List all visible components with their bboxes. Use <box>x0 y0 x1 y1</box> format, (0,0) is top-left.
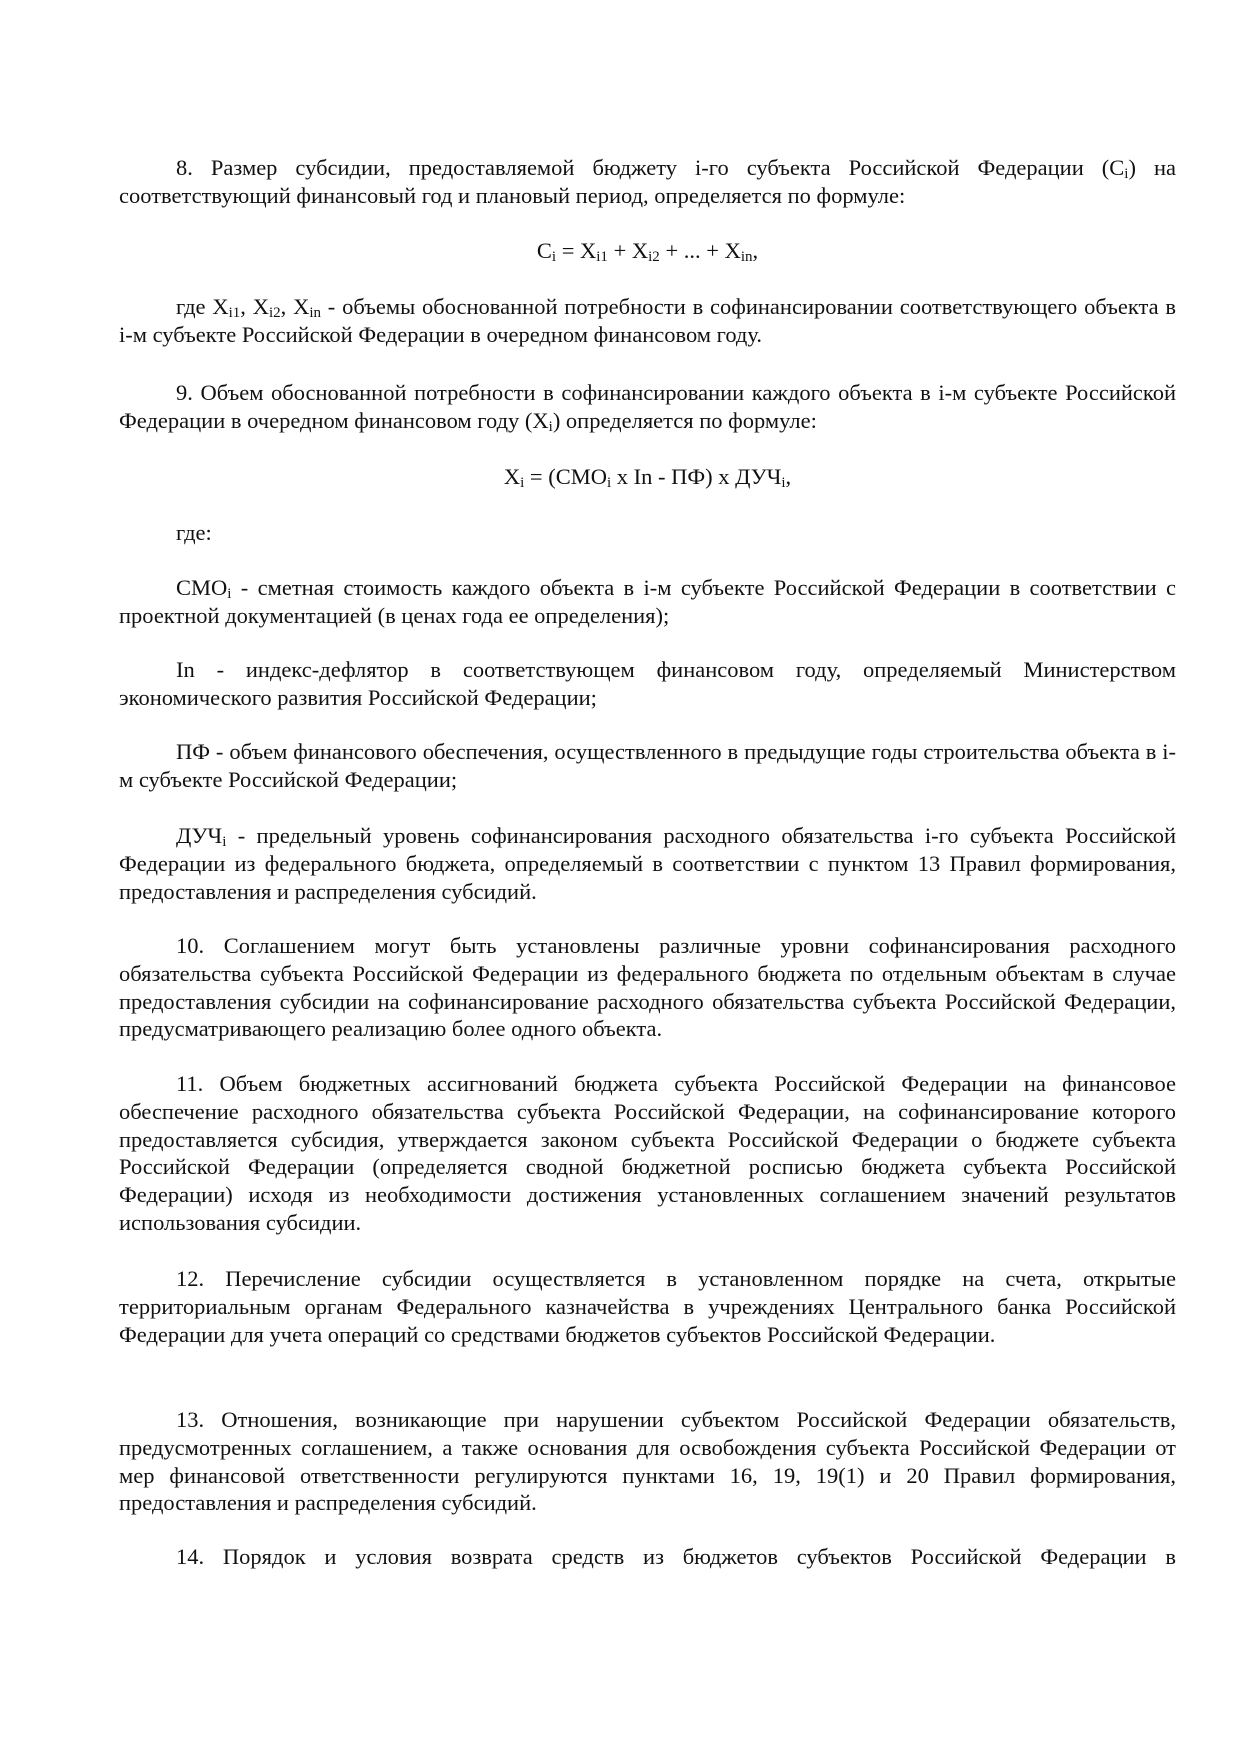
text-segment: , <box>785 464 792 489</box>
paragraph-p14 <box>119 1543 1176 1571</box>
text-segment: 12. Перечисление субсидии осуществляется в установленном порядке на счета, открытые территориальным органам Федерального казначейства в учреждениях Центрального банка Российской Федерации для учета операций со средствами бюджетов субъектов Российской Федерации. <box>119 1266 1176 1347</box>
text-segment: + X <box>607 238 649 263</box>
paragraph-p8 <box>119 154 1176 210</box>
paragraph-p11 <box>119 1070 1176 1237</box>
text-segment: ) определяется по формуле: <box>552 407 817 433</box>
text-segment: ПФ - объем финансового обеспечения, осуществленного в предыдущие годы строительства объекта в i-м субъекте Российской Федерации; <box>119 739 1176 792</box>
text-segment: ) на соответствующий финансовый год и плановый период, определяется по формуле: <box>119 155 1176 208</box>
subscript: i <box>1124 166 1129 182</box>
text-segment: C <box>536 238 552 263</box>
paragraph-p9 <box>119 379 1176 435</box>
text-segment: 14. Порядок и условия возврата средств из бюджетов субъектов Российской Федерации в <box>176 1544 1176 1569</box>
subscript: i <box>548 418 553 435</box>
text-segment: - объемы обоснованной потребности в софинансировании соответствующего объекта в i-м субъекте Российской Федерации в очередном финансовом году. <box>119 294 1177 347</box>
text-segment: , X <box>280 294 310 319</box>
subscript: i <box>606 475 612 491</box>
text-segment: In - индекс-дефлятор в соответствующем финансовом году, определяемый Министерством экономического развития Российской Федерации; <box>119 657 1176 710</box>
text-segment: 8. Размер субсидии, предоставляемой бюджету i-го субъекта Российской Федерации (C <box>176 155 1125 180</box>
text-segment: ДУЧ <box>176 823 223 848</box>
paragraph-p10 <box>119 932 1176 1043</box>
formula-formula-ci <box>119 237 1176 265</box>
subscript: i1 <box>596 249 608 265</box>
subscript: i1 <box>228 305 241 321</box>
subscript: i <box>222 834 227 850</box>
subscript: i <box>781 475 786 491</box>
text-segment: 11. Объем бюджетных ассигнований бюджета субъекта Российской Федерации на финансовое обеспечение расходного обязательства субъекта Российской Федерации, на софинансирование которого предоставляется субсидия, утверждается законом субъекта Российской Федерации о бюджете субъекта Российской Федерации (определяется сводной бюджетной росписью бюджета субъекта Российской Федерации) исходя из необходимости достижения установленных соглашением значений результатов использования субсидии. <box>119 1071 1176 1235</box>
paragraph-p8-where <box>119 293 1176 349</box>
subscript: in <box>740 249 753 265</box>
paragraph-def-pf <box>119 738 1176 794</box>
paragraph-p13 <box>119 1406 1176 1517</box>
paragraph-def-duch <box>119 822 1176 905</box>
paragraph-p12 <box>119 1265 1176 1348</box>
subscript: i <box>520 475 525 491</box>
text-segment: где: <box>176 520 212 545</box>
text-segment: = X <box>556 238 597 263</box>
text-segment: 13. Отношения, возникающие при нарушении субъектом Российской Федерации обязательств, предусмотренных соглашением, а также основания для освобождения субъекта Российской Федерации от мер финансовой ответственности регулируются пунктами 16, 19, 19(1) и 20 Правил формирования, предоставления и распределения субсидий. <box>119 1407 1176 1516</box>
formula-formula-xi <box>119 463 1176 491</box>
text-segment: x In - ПФ) x ДУЧ <box>611 464 782 489</box>
text-segment: , <box>752 238 759 263</box>
subscript: i <box>551 249 557 265</box>
subscript: i2 <box>648 249 660 265</box>
text-segment: = (СМО <box>524 464 607 489</box>
subscript: i <box>227 586 232 602</box>
text-segment: - сметная стоимость каждого объекта в i-м субъекте Российской Федерации в соответствии с проектной документацией (в ценах года ее определения); <box>119 575 1176 628</box>
text-segment: , X <box>240 294 269 319</box>
text-segment: X <box>503 464 521 489</box>
paragraph-def-in <box>119 656 1176 712</box>
text-segment: где X <box>176 294 229 319</box>
text-segment: - предельный уровень софинансирования расходного обязательства i-го субъекта Российской Федерации из федерального бюджета, определяемый в соответствии с пунктом 13 Правил формирования, предоставления и распределения субсидий. <box>119 823 1176 904</box>
text-segment: 10. Соглашением могут быть установлены различные уровни софинансирования расходного обязательства субъекта Российской Федерации из федерального бюджета по отдельным объектам в случае предоставления субсидии на софинансирование расходного обязательства субъекта Российской Федерации, предусматривающего реализацию более одного объекта. <box>119 933 1176 1042</box>
paragraph-def-smo <box>119 574 1176 630</box>
subscript: i2 <box>268 305 281 321</box>
paragraph-p9-where <box>119 519 1176 547</box>
text-segment: + ... + X <box>659 238 741 263</box>
text-segment: 9. Объем обоснованной потребности в софинансировании каждого объекта в i-м субъекте Российской Федерации в очередном финансовом году (X <box>119 380 1176 433</box>
subscript: in <box>309 305 321 321</box>
text-segment: СМО <box>176 575 228 600</box>
